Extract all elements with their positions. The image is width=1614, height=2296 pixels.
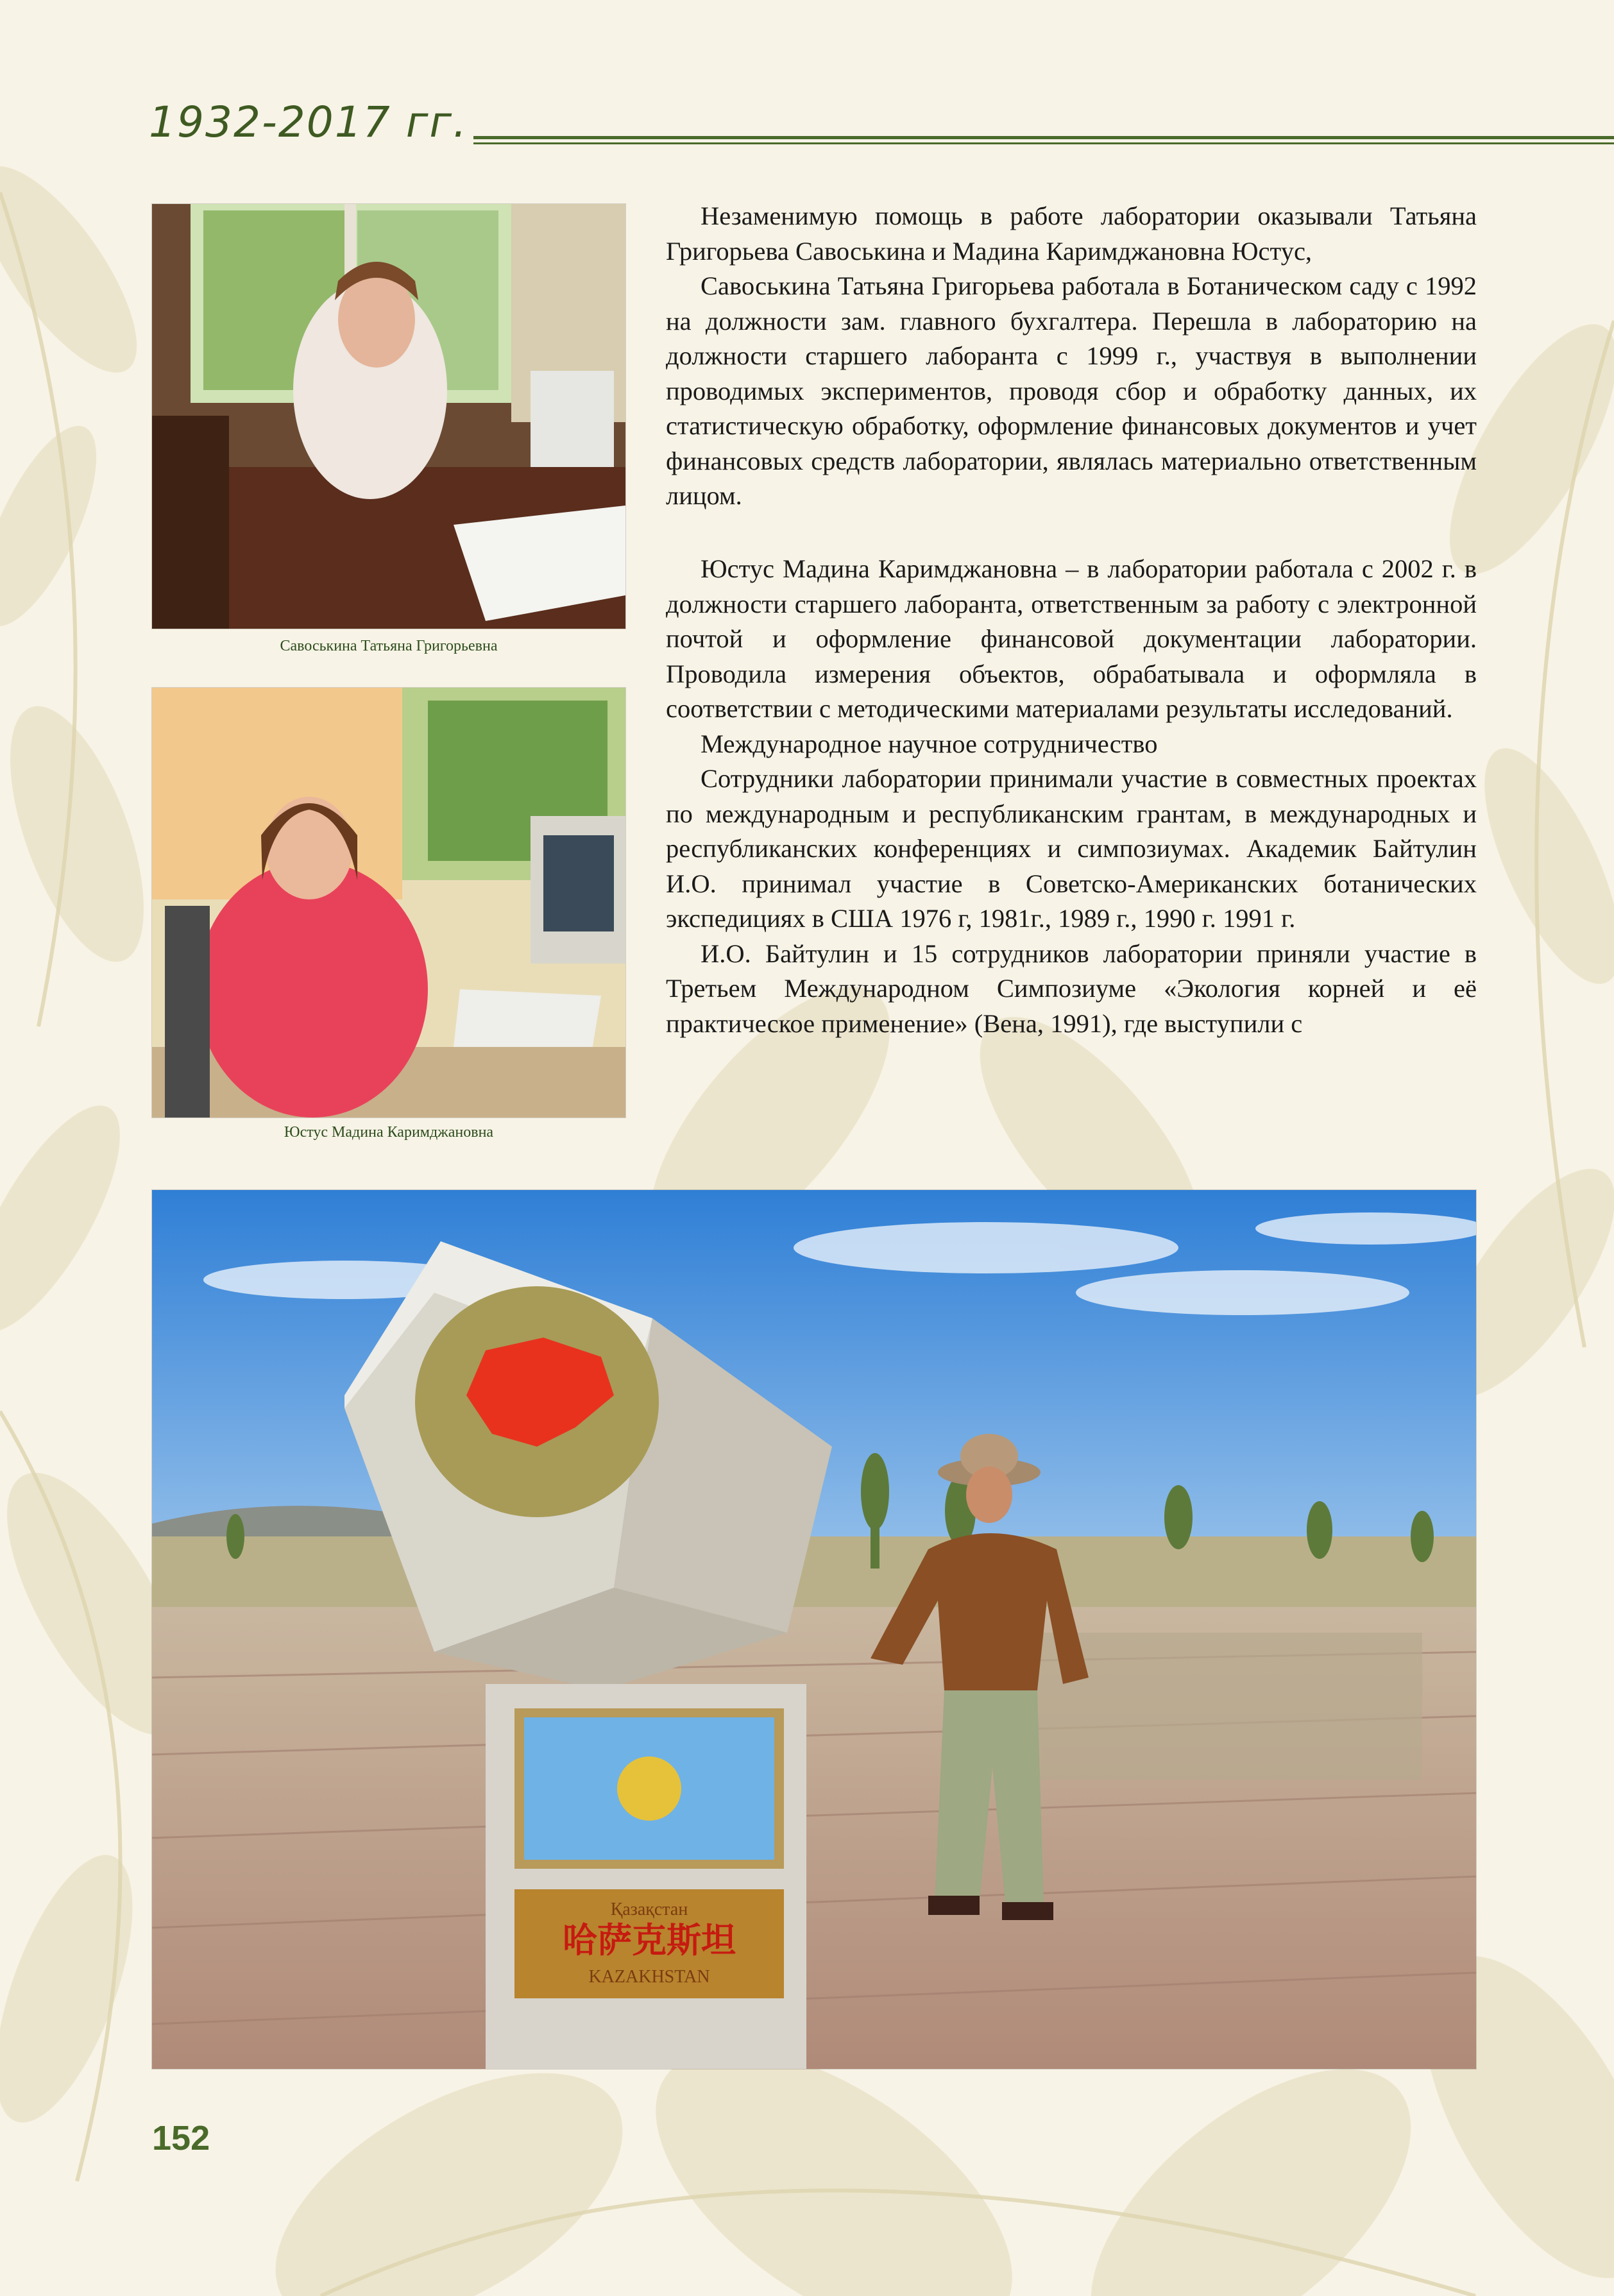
photo-savoskina bbox=[152, 204, 625, 629]
body-text-block bbox=[666, 552, 1477, 1041]
header-rule bbox=[473, 142, 1614, 144]
paragraph: Юстус Мадина Каримджановна – в лаборатории работала с 2002 г. в должности старшего лаборанта, ответственным за работу с электронной почтой и оформление финансовой документации лаборатории. Проводила измерения объектов, обрабатывала и оформляла в соответствии с методическими материалами результаты исследований. bbox=[666, 554, 1477, 723]
photo-kazakhstan-monument bbox=[152, 1190, 1476, 2069]
page-number: 152 bbox=[152, 2119, 210, 2157]
paragraph: Сотрудники лаборатории принимали участие в совместных проектах по международным и республиканским грантам, в международных и республиканских конференциях и симпозиумах. Академик Байтулин И.О. принимал участие в Советско-Американских ботанических экспедициях в США 1976 г, 1981г., 1989 г., 1990 г. 1991 г. bbox=[666, 764, 1477, 933]
photo-caption: Юстус Мадина Каримджановна bbox=[284, 1124, 494, 1141]
header-rule bbox=[473, 136, 1614, 139]
paragraph: Савоськина Татьяна Григорьева работала в Ботаническом саду с 1992 на должности зам. главного бухгалтера. Перешла в лабораторию на должности старшего лаборанта с 1999 г., участвуя в выполнении проводимых экспериментов, проводя сбор и обработку данных, их статистическую обработку, оформление финансовых документов и учет финансовых средств лаборатории, являлась материально ответственным лицом. bbox=[666, 271, 1477, 510]
photo-yustus bbox=[152, 688, 625, 1118]
monument-text-english: KAZAKHSTAN bbox=[588, 1967, 710, 1987]
monument-text-chinese: 哈萨克斯坦 bbox=[563, 1920, 736, 1960]
body-text-block bbox=[666, 199, 1477, 514]
monument-text-kazakh: Қазақстан bbox=[610, 1900, 688, 1919]
section-heading: Международное научное сотрудничество bbox=[701, 729, 1158, 758]
header-years: 1932-2017 гг. bbox=[149, 98, 468, 147]
photo-caption: Савоськина Татьяна Григорьевна bbox=[280, 638, 498, 654]
paragraph: Незаменимую помощь в работе лаборатории оказывали Татьяна Григорьева Савоськина и Мадина Каримджановна Юстус, bbox=[666, 201, 1477, 266]
paragraph: И.О. Байтулин и 15 сотрудников лаборатории приняли участие в Третьем Международном Симпозиуме «Экология корней и её практическое применение» (Вена, 1991), где выступили с bbox=[666, 939, 1477, 1038]
